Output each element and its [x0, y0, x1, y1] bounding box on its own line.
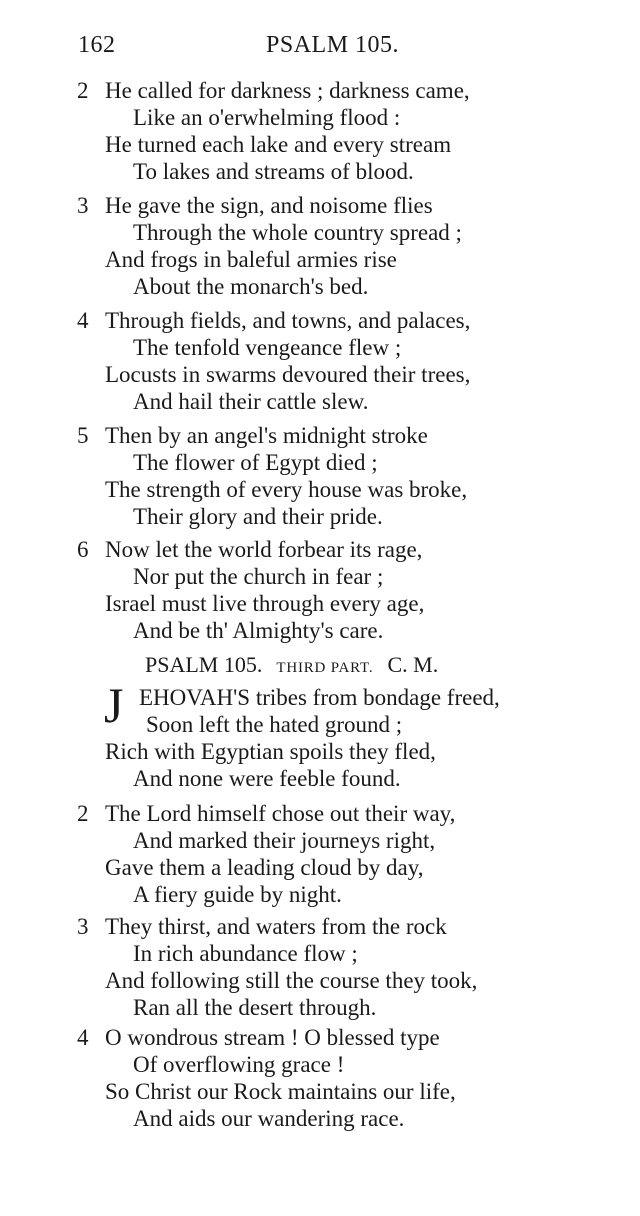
verse-line: He gave the sign, and noisome flies: [105, 193, 433, 218]
verse-line: And hail their cattle slew.: [133, 389, 369, 414]
verse-line: Through fields, and towns, and palaces,: [105, 308, 471, 333]
stanza-number: 3: [77, 193, 89, 218]
verse-line: In rich abundance flow ;: [133, 941, 358, 966]
verse-line: And none were feeble found.: [133, 766, 401, 791]
verse-line: Ran all the desert through.: [133, 995, 377, 1020]
page-header: [78, 32, 578, 72]
verse-line: Of overflowing grace !: [133, 1052, 345, 1077]
verse-line: EHOVAH'S tribes from bondage freed,: [139, 685, 500, 710]
verse-line: A fiery guide by night.: [133, 882, 342, 907]
drop-cap: J: [104, 677, 124, 733]
verse-line: And be th' Almighty's care.: [133, 618, 384, 643]
verse-line: The strength of every house was broke,: [105, 477, 468, 502]
stanza-number: 4: [77, 308, 89, 333]
verse-line: Gave them a leading cloud by day,: [105, 855, 424, 880]
verse-line: He called for darkness ; darkness came,: [105, 78, 470, 103]
verse-line: Their glory and their pride.: [133, 504, 383, 529]
verse-line: And frogs in baleful armies rise: [105, 247, 397, 272]
verse-line: Nor put the church in fear ;: [133, 564, 384, 589]
verse-line: Now let the world forbear its rage,: [105, 537, 423, 562]
verse-line: Rich with Egyptian spoils they fled,: [105, 739, 436, 764]
section-part: THIRD PART.: [276, 660, 374, 676]
verse-line: And following still the course they took,: [105, 968, 478, 993]
verse-line: Through the whole country spread ;: [133, 220, 462, 245]
verse-line: Then by an angel's midnight stroke: [105, 423, 428, 448]
verse-line: The tenfold vengeance flew ;: [133, 335, 402, 360]
verse-line: So Christ our Rock maintains our life,: [105, 1079, 456, 1104]
section-meter: C. M.: [387, 652, 439, 677]
stanza-number: 2: [77, 801, 89, 826]
verse-line: Like an o'erwhelming flood :: [133, 105, 401, 130]
stanza-number: 3: [77, 914, 89, 939]
running-title: PSALM 105.: [266, 32, 400, 58]
verse-line: The flower of Egypt died ;: [133, 450, 378, 475]
verse-line: And marked their journeys right,: [133, 828, 436, 853]
verse-line: Locusts in swarms devoured their trees,: [105, 362, 471, 387]
verse-line: O wondrous stream ! O blessed type: [105, 1025, 440, 1050]
verse-line: About the monarch's bed.: [133, 274, 369, 299]
stanza-number: 6: [77, 537, 89, 562]
section-heading: [145, 651, 438, 682]
page-number: 162: [78, 32, 116, 58]
verse-line: Israel must live through every age,: [105, 591, 425, 616]
stanza-number: 4: [77, 1025, 89, 1050]
verse-line: To lakes and streams of blood.: [133, 159, 414, 184]
verse-line: The Lord himself chose out their way,: [105, 801, 456, 826]
verse-line: Soon left the hated ground ;: [146, 712, 403, 737]
stanza-number: 5: [77, 423, 89, 448]
verse-line: And aids our wandering race.: [133, 1106, 405, 1131]
section-title: PSALM 105.: [145, 652, 263, 677]
stanza-number: 2: [77, 78, 89, 103]
verse-line: They thirst, and waters from the rock: [105, 914, 447, 939]
verse-line: He turned each lake and every stream: [105, 132, 452, 157]
